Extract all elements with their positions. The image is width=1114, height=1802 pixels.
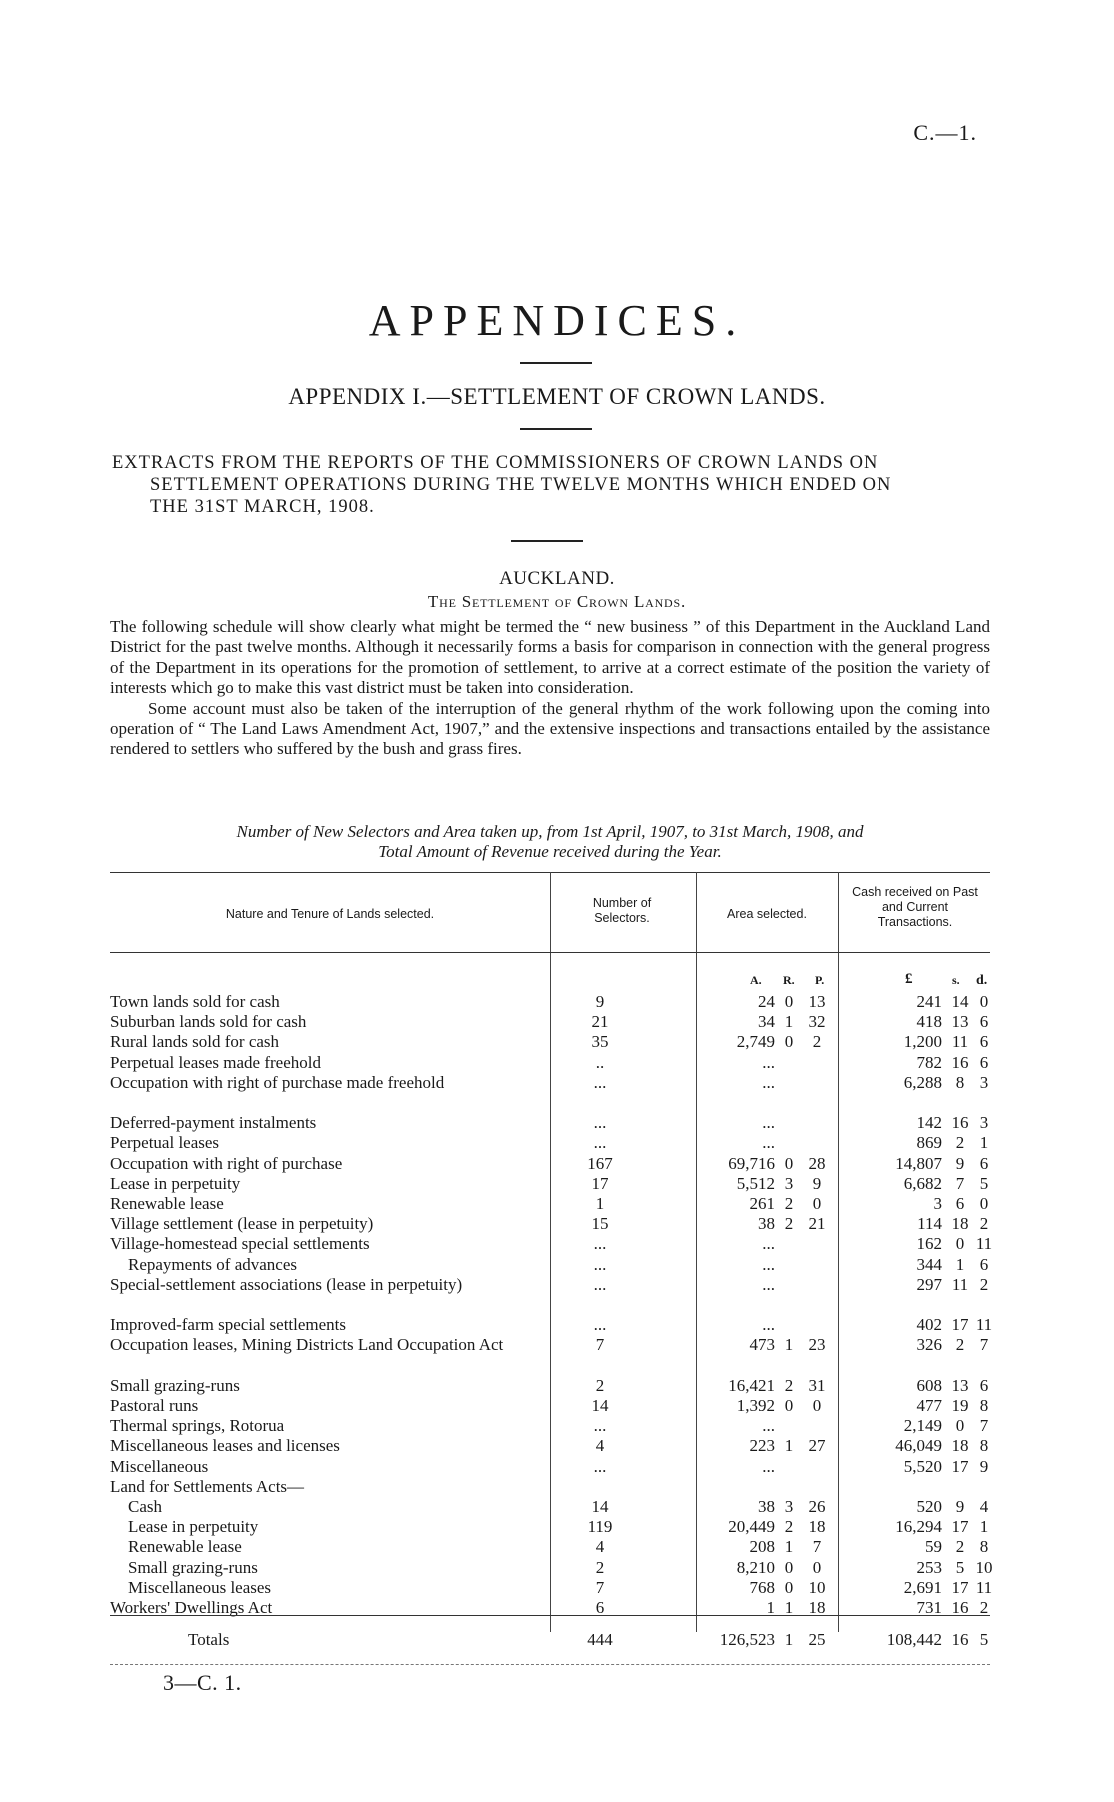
row-acres: 20,449 — [728, 1517, 775, 1537]
row-shillings: 16 — [951, 1113, 969, 1133]
row-selectors: 2 — [595, 1375, 605, 1395]
row-selectors: ... — [593, 1254, 607, 1274]
row-name: Small grazing-runs — [128, 1557, 258, 1577]
totals-label: Totals — [188, 1630, 230, 1649]
page-reference: C.—1. — [913, 120, 977, 145]
row-pence: 8 — [979, 1436, 989, 1456]
row-acres: 38 — [758, 1497, 775, 1516]
row-shillings: 5 — [955, 1557, 965, 1577]
row-perches: 2 — [812, 1032, 822, 1052]
table-row — [110, 1214, 990, 1234]
row-roods: 1 — [784, 1598, 794, 1617]
row-acres: 2,749 — [736, 1032, 775, 1052]
row-pence: 11 — [975, 1577, 993, 1597]
row-selectors: 119 — [587, 1517, 613, 1537]
row-acres: 5,512 — [736, 1173, 775, 1193]
row-selectors: 167 — [587, 1153, 613, 1173]
row-selectors: 14 — [591, 1497, 609, 1516]
row-acres: ... — [762, 1113, 775, 1133]
row-shillings: 16 — [951, 1598, 969, 1617]
row-pence: 11 — [975, 1234, 993, 1254]
row-shillings: 14 — [951, 992, 969, 1011]
row-shillings: 9 — [955, 1153, 965, 1173]
extracts-line-2: SETTLEMENT OPERATIONS DURING THE TWELVE MONTHS WHICH ENDED ON — [150, 475, 892, 495]
row-shillings: 2 — [955, 1335, 965, 1355]
row-name: Pastoral runs — [110, 1396, 199, 1415]
row-shillings: 18 — [951, 1436, 969, 1456]
row-shillings: 13 — [951, 1375, 969, 1395]
row-pence: 1 — [979, 1517, 989, 1537]
appendix-divider — [520, 428, 592, 430]
row-pounds: 418 — [916, 1012, 942, 1032]
row-pence: 3 — [979, 1113, 989, 1133]
row-pounds: 114 — [917, 1214, 942, 1234]
row-perches: 28 — [808, 1153, 826, 1173]
header-nature: Nature and Tenure of Lands selected. — [225, 907, 435, 921]
row-pence: 10 — [975, 1557, 993, 1577]
row-selectors: ... — [593, 1113, 607, 1133]
row-roods: 2 — [784, 1517, 794, 1537]
row-pounds: 1,200 — [903, 1032, 942, 1052]
unit-pence: d. — [976, 973, 988, 988]
row-perches: 31 — [808, 1375, 826, 1395]
row-pence: 6 — [979, 1254, 989, 1274]
row-name: Suburban lands sold for cash — [110, 1012, 307, 1032]
header-area: Area selected. — [727, 907, 807, 921]
row-perches: 7 — [812, 1537, 822, 1557]
unit-pounds: £ — [905, 971, 913, 987]
totals-shillings: 16 — [951, 1630, 969, 1649]
row-pence: 7 — [979, 1416, 989, 1436]
row-name: Rural lands sold for cash — [110, 1032, 280, 1052]
row-name: Perpetual leases — [110, 1133, 220, 1153]
row-name: Perpetual leases made freehold — [110, 1052, 321, 1072]
row-selectors: 9 — [595, 992, 605, 1011]
row-selectors: 4 — [595, 1436, 605, 1456]
title-divider — [520, 362, 592, 364]
row-name: Deferred-payment instalments — [110, 1113, 317, 1133]
totals-acres: 126,523 — [719, 1630, 775, 1649]
row-pounds: 46,049 — [895, 1436, 942, 1456]
table-row — [110, 1012, 990, 1032]
totals-roods: 1 — [784, 1630, 794, 1649]
row-acres: ... — [762, 1315, 775, 1335]
row-name: Occupation leases, Mining Districts Land Occupation Act — [110, 1335, 504, 1355]
table-row — [110, 1032, 990, 1052]
row-pounds: 782 — [916, 1052, 942, 1072]
row-selectors: ... — [593, 1072, 607, 1092]
row-pence: 6 — [979, 1052, 989, 1072]
row-acres: 208 — [749, 1537, 775, 1557]
row-shillings: 17 — [951, 1517, 969, 1537]
row-pence: 7 — [979, 1335, 989, 1355]
row-selectors: 6 — [595, 1598, 605, 1617]
row-pence: 1 — [979, 1133, 989, 1153]
row-perches: 18 — [808, 1598, 826, 1617]
row-acres: 38 — [758, 1214, 775, 1234]
row-perches: 0 — [812, 1396, 822, 1415]
row-roods: 0 — [784, 1396, 794, 1415]
row-selectors: 1 — [595, 1194, 605, 1213]
row-pence: 6 — [979, 1375, 989, 1395]
extracts-divider — [511, 540, 583, 542]
table-row — [110, 1477, 990, 1497]
row-perches: 23 — [808, 1335, 826, 1355]
row-pence: 2 — [979, 1214, 989, 1234]
row-selectors: ... — [593, 1315, 607, 1335]
row-pounds: 869 — [916, 1133, 942, 1153]
row-roods: 3 — [784, 1497, 794, 1516]
row-perches: 0 — [812, 1194, 822, 1213]
row-roods: 0 — [784, 1032, 794, 1052]
row-shillings: 11 — [951, 1032, 969, 1052]
intro-text — [110, 617, 990, 760]
row-pence: 2 — [979, 1598, 989, 1617]
row-acres: ... — [762, 1416, 775, 1436]
unit-shillings: s. — [952, 973, 960, 987]
row-acres: ... — [762, 1234, 775, 1254]
table-row — [110, 1335, 990, 1355]
row-name: Improved-farm special settlements — [110, 1315, 347, 1335]
row-selectors: ... — [593, 1133, 607, 1153]
row-selectors: 4 — [595, 1537, 605, 1557]
unit-acres: A. — [750, 973, 762, 987]
extracts-heading — [112, 452, 992, 518]
totals-rule — [110, 1615, 990, 1616]
row-pounds: 402 — [916, 1315, 942, 1335]
row-selectors: 7 — [595, 1577, 605, 1597]
totals-pence: 5 — [979, 1630, 989, 1649]
row-selectors: ... — [593, 1456, 607, 1476]
totals-row — [110, 1630, 990, 1650]
row-perches: 10 — [808, 1577, 826, 1597]
row-acres: 1 — [766, 1598, 775, 1617]
table-row — [110, 1255, 990, 1275]
row-pence: 6 — [979, 1032, 989, 1052]
row-selectors: 15 — [591, 1214, 609, 1234]
table-row — [110, 1194, 990, 1214]
table-row — [110, 1436, 990, 1456]
row-pounds: 477 — [916, 1396, 942, 1415]
row-name: Lease in perpetuity — [110, 1173, 241, 1193]
table-row — [110, 1053, 990, 1073]
table-row — [110, 1557, 993, 1578]
table-row — [110, 1537, 990, 1557]
row-perches: 32 — [808, 1012, 826, 1032]
table-row — [110, 1517, 990, 1537]
row-acres: 24 — [758, 992, 775, 1011]
row-selectors: ... — [593, 1274, 607, 1294]
footer-reference: 3—C. 1. — [163, 1670, 242, 1695]
unit-roods: R. — [783, 973, 795, 987]
table-row — [110, 1133, 990, 1153]
row-perches: 27 — [808, 1436, 826, 1456]
row-shillings: 6 — [955, 1194, 965, 1213]
totals-perches: 25 — [808, 1630, 826, 1649]
extracts-line-3: THE 31ST MARCH, 1908. — [150, 497, 375, 517]
table-row — [110, 1416, 990, 1436]
table-row — [110, 992, 990, 1012]
row-roods: 2 — [784, 1375, 794, 1395]
row-perches: 18 — [808, 1517, 826, 1537]
row-roods: 0 — [784, 992, 794, 1011]
row-name: Town lands sold for cash — [110, 992, 280, 1011]
appendix-title: APPENDIX I.—SETTLEMENT OF CROWN LANDS. — [288, 384, 826, 409]
table-row — [110, 1113, 990, 1133]
district-heading: AUCKLAND. — [499, 568, 615, 589]
row-roods: 0 — [784, 1557, 794, 1577]
row-selectors: 21 — [591, 1012, 609, 1032]
row-name: Village settlement (lease in perpetuity) — [110, 1214, 374, 1234]
table-row — [110, 1275, 990, 1295]
main-title: APPENDICES. — [368, 296, 746, 345]
row-perches: 26 — [808, 1497, 826, 1516]
row-acres: 16,421 — [728, 1375, 775, 1395]
row-pence: 9 — [979, 1456, 989, 1476]
row-pounds: 3 — [933, 1194, 942, 1213]
table-row — [110, 1154, 990, 1174]
row-shillings: 0 — [955, 1234, 965, 1254]
row-shillings: 16 — [951, 1052, 969, 1072]
table-bottom-rule — [110, 1664, 990, 1665]
row-pounds: 2,691 — [903, 1577, 942, 1597]
table-row — [110, 1174, 990, 1194]
row-roods: 1 — [784, 1335, 794, 1355]
row-selectors: .. — [595, 1052, 605, 1072]
row-name: Occupation with right of purchase made freehold — [110, 1072, 445, 1092]
row-shillings: 7 — [955, 1173, 965, 1193]
table-row — [110, 1577, 993, 1598]
table-row — [110, 1315, 993, 1335]
row-shillings: 8 — [955, 1072, 965, 1092]
row-acres: ... — [762, 1133, 775, 1153]
row-name: Cash — [128, 1497, 162, 1516]
row-acres: ... — [762, 1274, 775, 1294]
row-name: Land for Settlements Acts— — [110, 1476, 305, 1496]
row-pounds: 16,294 — [895, 1517, 942, 1537]
table-row — [110, 1396, 990, 1416]
row-pence: 11 — [975, 1315, 993, 1335]
row-acres: 261 — [749, 1194, 775, 1213]
header-selectors: Number of Selectors. — [592, 896, 652, 925]
totals-pounds: 108,442 — [886, 1630, 942, 1649]
row-name: Renewable lease — [128, 1537, 242, 1557]
table-row — [110, 1497, 990, 1517]
row-pounds: 2,149 — [903, 1416, 942, 1436]
row-selectors: 35 — [591, 1032, 609, 1052]
intro-paragraph-1: The following schedule will show clearly what might be termed the “ new business ” of this Department in the Auckland Land District for the past twelve months. Although it necessarily forms a basis for comparison in connection with the general progress of the Department in its operations for the promotion of settlement, to arrive at a correct estimate of the position the variety of interests which go to make this vast district must be taken into consideration. — [110, 617, 990, 698]
row-pounds: 297 — [916, 1274, 942, 1294]
row-pounds: 142 — [916, 1113, 942, 1133]
row-selectors: ... — [593, 1234, 607, 1254]
row-shillings: 17 — [951, 1577, 969, 1597]
row-pounds: 608 — [916, 1375, 942, 1395]
row-shillings: 11 — [951, 1274, 969, 1294]
row-name: Repayments of advances — [128, 1254, 297, 1274]
row-shillings: 17 — [951, 1315, 969, 1335]
table-row — [110, 1457, 990, 1477]
row-selectors: 7 — [595, 1335, 605, 1355]
row-selectors: 17 — [591, 1173, 609, 1193]
extracts-line-1: EXTRACTS FROM THE REPORTS OF THE COMMISSIONERS OF CROWN LANDS ON — [112, 453, 879, 473]
row-acres: ... — [762, 1052, 775, 1072]
caption-line-1: Number of New Selectors and Area taken up, from 1st April, 1907, to 31st March, 1908, and — [236, 822, 864, 841]
row-name: Thermal springs, Rotorua — [110, 1416, 285, 1436]
row-pounds: 162 — [916, 1234, 942, 1254]
row-roods: 2 — [784, 1194, 794, 1213]
row-pence: 6 — [979, 1012, 989, 1032]
row-pence: 8 — [979, 1537, 989, 1557]
row-pounds: 344 — [916, 1254, 942, 1274]
row-selectors: ... — [593, 1416, 607, 1436]
row-pence: 3 — [979, 1072, 989, 1092]
row-acres: 69,716 — [728, 1153, 775, 1173]
row-name: Lease in perpetuity — [128, 1517, 259, 1537]
row-pence: 8 — [979, 1396, 989, 1415]
row-name: Miscellaneous leases — [128, 1577, 272, 1597]
section-subheading: The Settlement of Crown Lands. — [427, 592, 687, 611]
row-roods: 1 — [784, 1436, 794, 1456]
row-selectors: 2 — [595, 1557, 605, 1577]
row-pence: 6 — [979, 1153, 989, 1173]
row-perches: 21 — [808, 1214, 826, 1234]
table-caption — [110, 822, 990, 862]
row-pounds: 241 — [916, 992, 942, 1011]
table-row — [110, 1234, 993, 1254]
row-pounds: 59 — [925, 1537, 942, 1557]
row-perches: 9 — [812, 1173, 822, 1193]
row-pence: 5 — [979, 1173, 989, 1193]
row-pence: 0 — [979, 1194, 989, 1213]
row-name: Miscellaneous leases and licenses — [110, 1436, 340, 1456]
row-roods: 0 — [784, 1577, 794, 1597]
row-shillings: 18 — [951, 1214, 969, 1234]
row-pounds: 253 — [916, 1557, 942, 1577]
header-bottom-rule — [110, 952, 990, 953]
row-name: Workers' Dwellings Act — [110, 1598, 273, 1617]
row-roods: 3 — [784, 1173, 794, 1193]
row-perches: 13 — [808, 992, 826, 1011]
row-acres: 473 — [749, 1335, 775, 1355]
row-name: Small grazing-runs — [110, 1375, 240, 1395]
row-acres: 223 — [749, 1436, 775, 1456]
row-name: Renewable lease — [110, 1194, 224, 1213]
row-name: Miscellaneous — [110, 1456, 209, 1476]
row-name: Village-homestead special settlements — [110, 1234, 370, 1254]
row-selectors: 14 — [591, 1396, 609, 1415]
row-roods: 1 — [784, 1537, 794, 1557]
unit-perches: P. — [815, 973, 825, 987]
table-row — [110, 1376, 990, 1396]
row-shillings: 2 — [955, 1537, 965, 1557]
row-perches: 0 — [812, 1557, 822, 1577]
row-shillings: 0 — [955, 1416, 965, 1436]
row-acres: 1,392 — [736, 1396, 775, 1415]
row-pence: 0 — [979, 992, 989, 1011]
row-acres: 8,210 — [736, 1557, 775, 1577]
row-acres: ... — [762, 1254, 775, 1274]
row-pence: 4 — [979, 1497, 989, 1516]
row-shillings: 9 — [955, 1497, 965, 1516]
intro-paragraph-2: Some account must also be taken of the interruption of the general rhythm of the work following upon the coming into operation of “ The Land Laws Amendment Act, 1907,” and the extensive inspections and transactions entailed by the assistance rendered to settlers who suffered by the bush and grass fires. — [110, 698, 990, 759]
row-name: Special-settlement associations (lease in perpetuity) — [110, 1274, 463, 1294]
row-acres: ... — [762, 1072, 775, 1092]
row-shillings: 1 — [955, 1254, 965, 1274]
row-pounds: 326 — [916, 1335, 942, 1355]
row-acres: 768 — [749, 1577, 775, 1597]
row-acres: ... — [762, 1456, 775, 1476]
row-roods: 0 — [784, 1153, 794, 1173]
row-pounds: 6,682 — [903, 1173, 942, 1193]
row-shillings: 19 — [951, 1396, 969, 1415]
row-shillings: 17 — [951, 1456, 969, 1476]
row-roods: 2 — [784, 1214, 794, 1234]
totals-selectors: 444 — [587, 1630, 613, 1649]
row-pounds: 5,520 — [903, 1456, 942, 1476]
row-pounds: 520 — [916, 1497, 942, 1516]
row-pounds: 6,288 — [903, 1072, 942, 1092]
header-cash: Cash received on Past and Current Transactions. — [852, 885, 978, 929]
row-pounds: 14,807 — [895, 1153, 942, 1173]
row-pounds: 731 — [916, 1598, 942, 1617]
row-roods: 1 — [784, 1012, 794, 1032]
caption-line-2: Total Amount of Revenue received during the Year. — [378, 842, 722, 861]
table-row — [110, 1073, 990, 1093]
row-pence: 2 — [979, 1274, 989, 1294]
row-shillings: 2 — [955, 1133, 965, 1153]
row-acres: 34 — [758, 1012, 775, 1032]
row-shillings: 13 — [951, 1012, 969, 1032]
row-name: Occupation with right of purchase — [110, 1153, 343, 1173]
